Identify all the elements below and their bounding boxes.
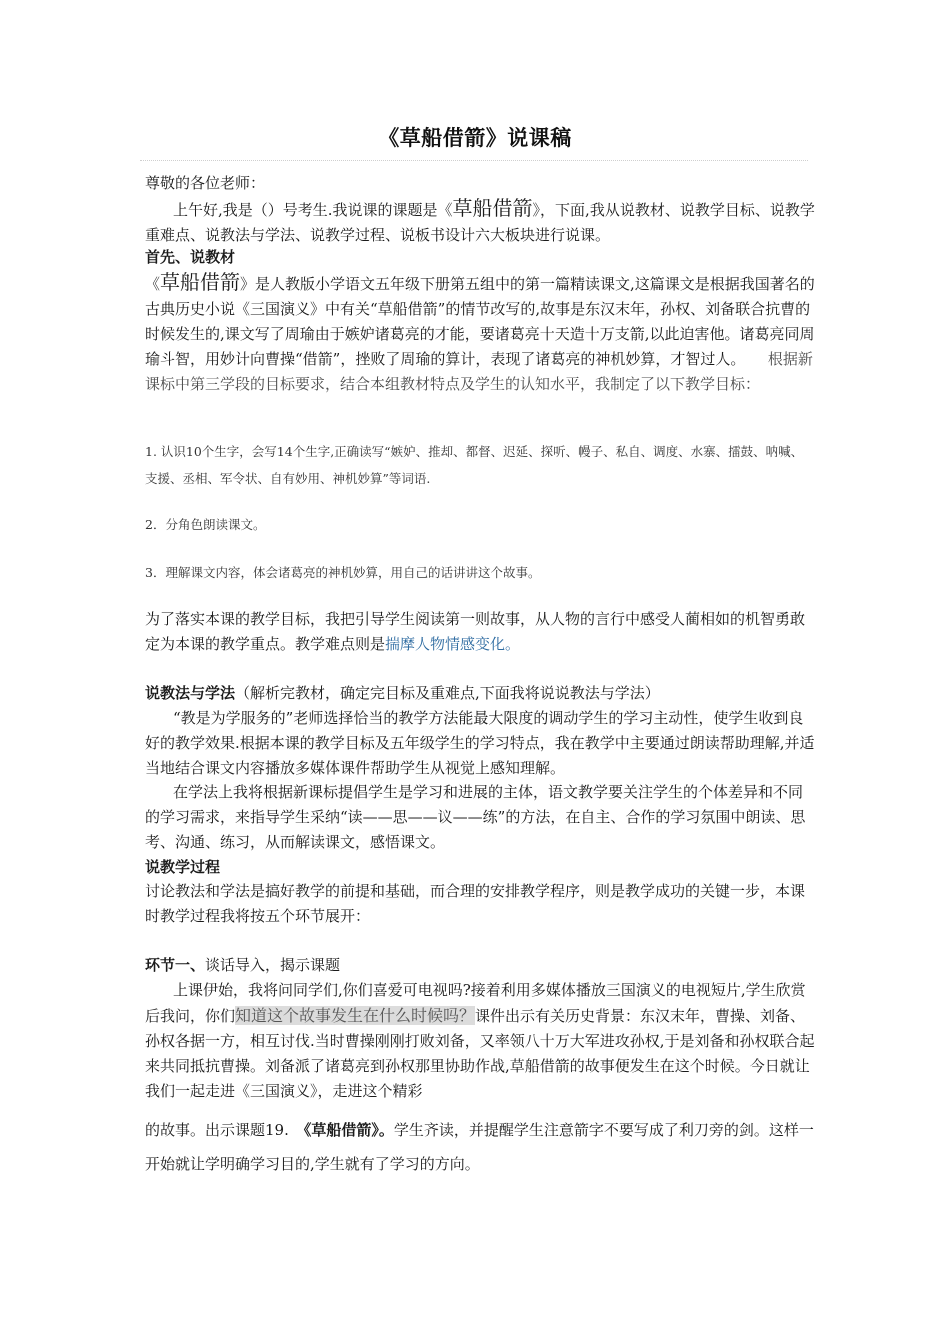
step1-heading-bold: 环节一、 <box>145 956 206 974</box>
key-points-text: 为了落实本课的教学目标，我把引导学生阅读第一则故事，从人物的言行中感受人蔺相如的机智勇敢定为本课的教学重点。教学难点则是 <box>145 610 806 653</box>
title-divider <box>140 160 808 161</box>
document-title: 《草船借箭》说课稿 <box>378 125 572 150</box>
goal-1: 1. 认识10个生字，会写14个生字,正确读写“嫉妒、推却、都督、迟延、探听、幔子、私自、调度、水寨、擂鼓、呐喊、支援、丞相、军令状、自有妙用、神机妙算”等词语. <box>145 444 804 486</box>
step1-heading <box>145 953 815 978</box>
section-heading-methods <box>145 681 815 706</box>
materials-title-large: 草船借箭 <box>160 270 241 294</box>
intro-pre: 上午好,我是（）号考生.我说课的课题是《 <box>173 201 453 219</box>
key-points-paragraph <box>145 607 815 657</box>
key-points-difficulty: 揣摩人物情感变化。 <box>385 635 521 653</box>
step1-highlight-question: 知道这个故事发生在什么时候吗？ <box>235 1006 476 1025</box>
process-paragraph: 讨论教法和学法是搞好教学的前提和基础，而合理的安排教学程序，则是教学成功的关键一步，本课时教学过程我将按五个环节展开： <box>145 882 806 925</box>
step1-q-post: 学生齐读，并提醒学生注意箭字不要写成了利刀旁的剑。这样一开始就让学明确学习目的,学生就有了学习的方向。 <box>145 1121 814 1173</box>
intro-paragraph <box>145 196 815 248</box>
materials-gap <box>738 350 768 368</box>
intro-post: 》，下面,我从说教材、说教学目标、说教学重难点、说教法与学法、说教学过程、说板书设计六大板块进行说课。 <box>145 201 815 244</box>
materials-pre: 《 <box>145 275 161 293</box>
goal-2: 2．分角色朗读课文。 <box>145 517 266 532</box>
step1-post: 课件出示有关历史背景：东汉末年，曹操、刘备、孙权各据一方，相互讨伐.当时曹操刚刚打败刘备，又率领八十万大军进攻孙权,于是刘备和孙权联合起来共同抵抗曹操。刘备派了诸葛亮到孙权那里协助作战,草船借箭的故事便发生在这个时候。今日就让我们一起走进《三国演义》，走进这个精彩 <box>145 1007 815 1100</box>
step1-heading-rest: 谈话导入，揭示课题 <box>205 956 341 974</box>
step1-paragraph <box>145 978 815 1104</box>
intro-title-large: 草船借箭 <box>452 196 533 220</box>
goal-3: 3．理解课文内容，体会诸葛亮的神机妙算，用自己的话讲讲这个故事。 <box>145 565 541 580</box>
methods-paragraph-1: “教是为学服务的”老师选择恰当的教学方法能最大限度的调动学生的学习主动性，使学生收到良好的教学效果.根据本课的教学目标及五年级学生的学习特点，我在教学中主要通过朗读帮助理解,并适当地结合课文内容播放多媒体课件帮助学生从视觉上感知理解。 <box>145 709 815 777</box>
section-heading-process: 说教学过程 <box>145 858 221 876</box>
step1-q-pre: 的故事。出示课题19. <box>145 1121 304 1139</box>
greeting: 尊敬的各位老师： <box>145 174 266 192</box>
methods-paragraph-2: 在学法上我将根据新课标提倡学生是学习和进展的主体，语文教学要关注学生的个体差异和不同的学习需求，来指导学生采纳“读——思——议——练”的方法，在自主、合作的学习氛围中朗读、思考、沟通、练习，从而解读课文，感悟课文。 <box>145 783 806 851</box>
materials-paragraph <box>145 270 815 397</box>
materials-text: 》是人教版小学语文五年级下册第五组中的第一篇精读课文,这篇课文是根据我国著名的古典历史小说《三国演义》中有关“草船借箭”的情节改写的,故事是东汉末年，孙权、刘备联合抗曹的时候发生的,课文写了周瑜由于嫉妒诸葛亮的才能，要诸葛亮十天造十万支箭,以此迫害他。诸葛亮同周瑜斗智，用妙计向曹操“借箭”，挫败了周瑜的算计，表现了诸葛亮的神机妙算，才智过人。 <box>145 275 815 368</box>
materials-tail: 根据新课标中第三学段的目标要求，结合本组教材特点及学生的认知水平，我制定了以下教学目标： <box>145 350 813 393</box>
step1-continuation <box>145 1113 815 1181</box>
methods-aside: （解析完教材，确定完目标及重难点,下面我将说说教法与学法） <box>235 684 660 702</box>
step1-pre: 上课伊始，我将问同学们,你们喜爱可电视吗?接着利用多媒体播放三国演义的电视短片,学生欣赏后我问，你们 <box>145 981 806 1025</box>
section-heading-materials: 首先、说教材 <box>145 248 236 266</box>
step1-q-title: 《草船借箭》。 <box>303 1121 394 1139</box>
methods-heading: 说教法与学法 <box>145 684 236 702</box>
